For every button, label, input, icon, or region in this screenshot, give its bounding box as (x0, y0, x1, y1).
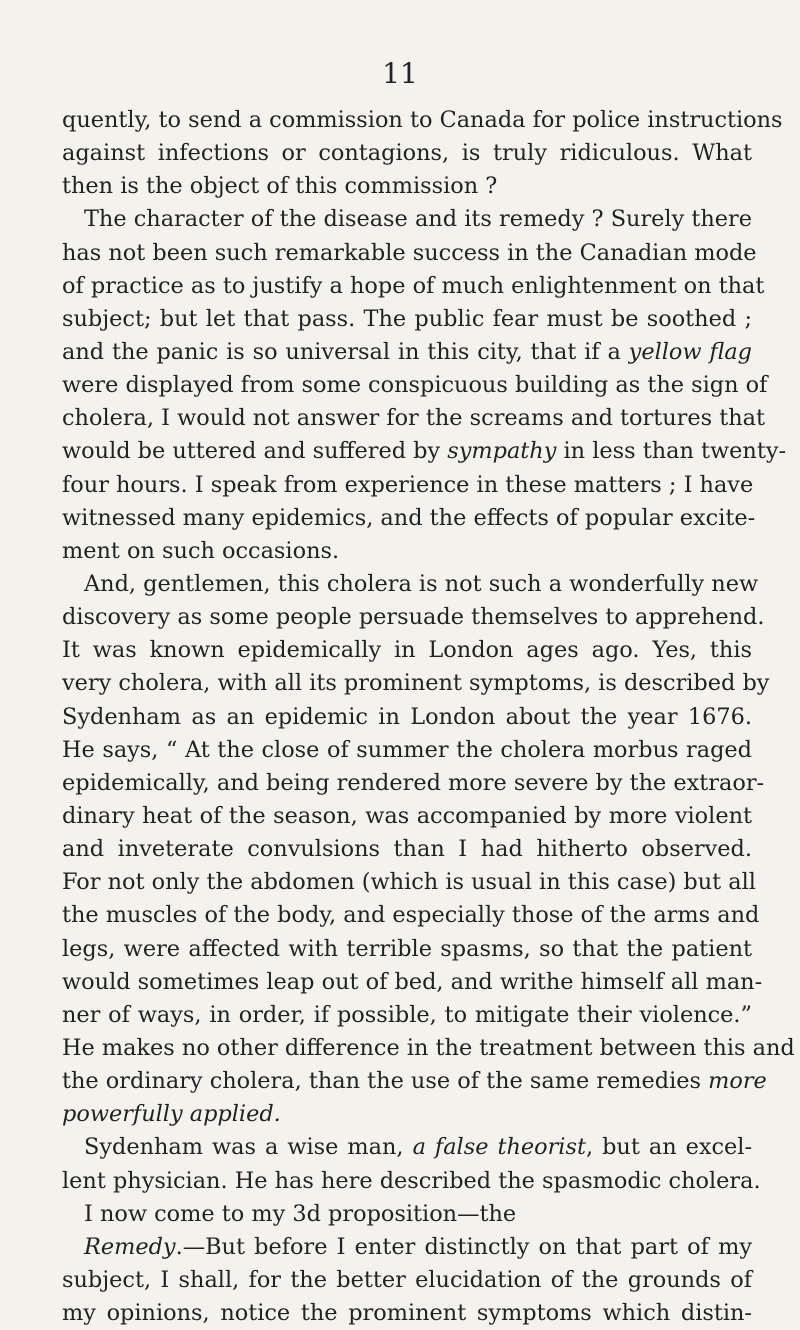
text-line: very cholera, with all its prominent symptoms, is described by (62, 670, 770, 697)
text-line: then is the object of this commission ? (62, 173, 498, 200)
text-line (62, 1231, 752, 1264)
italic-text: more (708, 1068, 767, 1095)
text-line: would sometimes leap out of bed, and writhe himself all man- (62, 968, 763, 995)
italic-text: powerfully applied. (62, 1101, 281, 1128)
text-line (62, 1065, 767, 1098)
text-line: Sydenham as an epidemic in London about the year 1676. (62, 703, 752, 730)
text-line: lent physician. He has here described the spasmodic cholera. (62, 1167, 761, 1194)
text-line: four hours. I speak from experience in these matters ; I have (62, 471, 754, 498)
text-line: I now come to my 3d proposition—the (84, 1200, 517, 1227)
text-segment: would be uttered and suffered by (62, 438, 448, 465)
text-line: the muscles of the body, and especially those of the arms and (62, 902, 760, 929)
italic-text: a false theorist (412, 1134, 586, 1161)
text-segment: .—But before I enter distinctly on that part of my (175, 1233, 752, 1260)
text-line: legs, were affected with terrible spasms, so that the patient (62, 935, 752, 962)
text-line: subject, I shall, for the better elucidation of the grounds of (62, 1266, 752, 1293)
text-line: And, gentlemen, this cholera is not such a wonderfully new (84, 570, 759, 597)
italic-text: sympathy (447, 438, 557, 465)
text-line: quently, to send a commission to Canada for police instructions (62, 107, 783, 133)
text-line: cholera, I would not answer for the screams and tortures that (62, 405, 765, 432)
italic-text: yellow flag (628, 338, 753, 365)
text-line: my opinions, notice the prominent symptoms which distin- (62, 1300, 752, 1327)
text-line: ment on such occasions. (62, 537, 340, 564)
text-line: of practice as to justify a hope of much enlightenment on that (62, 272, 765, 299)
text-line: For not only the abdomen (which is usual in this case) but all (62, 869, 756, 896)
text-segment: , but an excel- (585, 1134, 753, 1161)
text-line: epidemically, and being rendered more severe by the extraor- (62, 769, 765, 796)
italic-text: Remedy (84, 1233, 176, 1260)
text-line: has not been such remarkable success in the Canadian mode (62, 239, 757, 266)
text-line: discovery as some people persuade themselves to apprehend. (62, 604, 765, 631)
text-line: He says, “ At the close of summer the cholera morbus raged (62, 736, 752, 763)
text-line (62, 1131, 752, 1164)
text-line: ner of ways, in order, if possible, to mitigate their violence.” (62, 1001, 752, 1028)
body-text (62, 104, 795, 1330)
text-line: were displayed from some conspicuous building as the sign of (62, 372, 768, 399)
text-segment: the ordinary cholera, than the use of the same remedies (62, 1068, 709, 1095)
text-line: It was known epidemically in London ages ago. Yes, this (62, 637, 752, 664)
text-line (62, 336, 752, 369)
text-line: He makes no other difference in the treatment between this and (62, 1034, 795, 1061)
text-segment: and the panic is so universal in this city, that if a (62, 338, 629, 365)
page-number: 11 (382, 57, 418, 90)
text-line (62, 1098, 752, 1131)
text-line: witnessed many epidemics, and the effects of popular excite- (62, 504, 756, 531)
text-line: against infections or contagions, is truly ridiculous. What (62, 140, 752, 167)
text-line (62, 435, 787, 468)
text-segment: Sydenham was a wise man, (84, 1134, 413, 1161)
text-line: dinary heat of the season, was accompanied by more violent (62, 802, 752, 829)
text-line: The character of the disease and its remedy ? Surely there (84, 206, 752, 233)
text-line: and inveterate convulsions than I had hitherto observed. (62, 836, 752, 863)
text-line: subject; but let that pass. The public fear must be soothed ; (62, 305, 752, 332)
text-segment: in less than twenty- (556, 438, 787, 465)
